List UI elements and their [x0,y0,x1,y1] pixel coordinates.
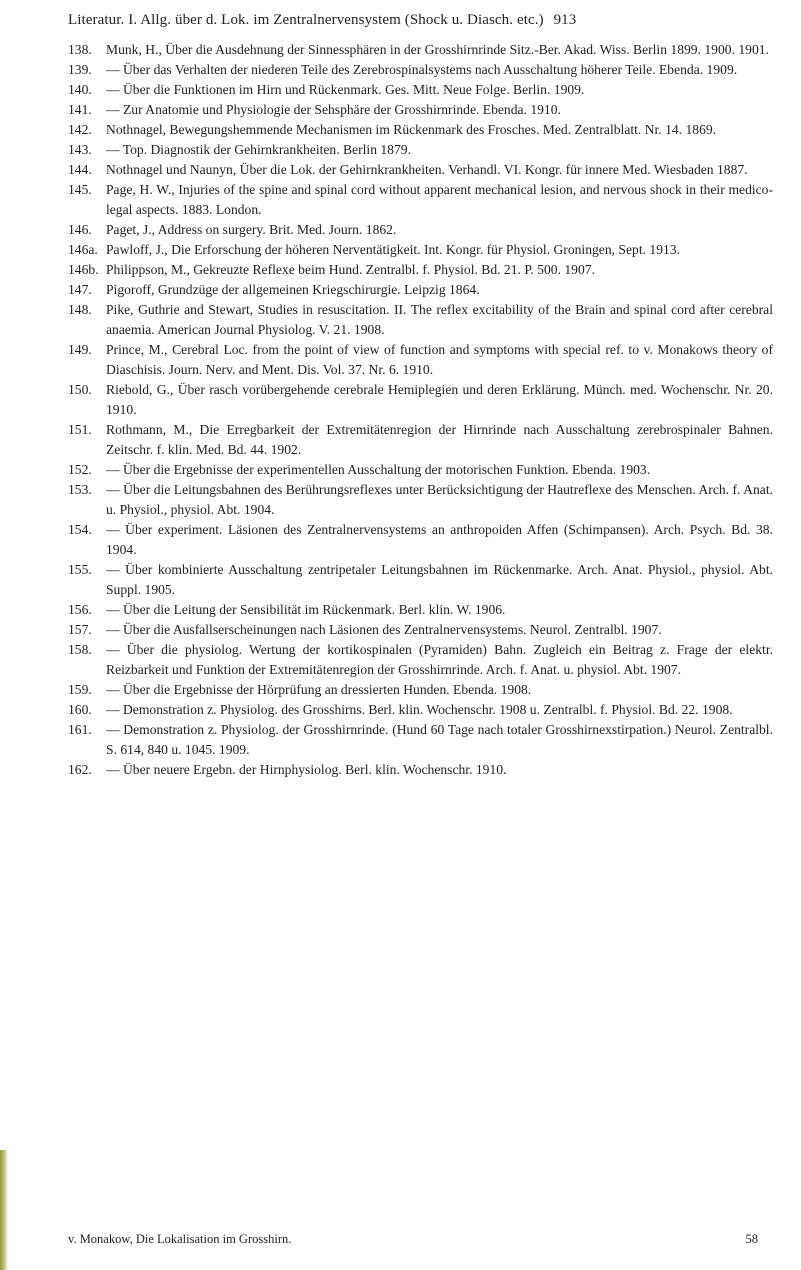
reference-entry [68,160,773,180]
reference-number: 155. [68,562,92,577]
reference-number: 154. [68,522,92,537]
reference-text: Nothnagel und Naunyn, Über die Lok. der Gehirnkrankheiten. Verhandl. VI. Kongr. für innere Med. Wiesbaden 1887. [106,162,748,177]
reference-entry [68,720,773,760]
reference-entry [68,340,773,380]
reference-entry [68,280,773,300]
reference-number: 146. [68,222,92,237]
reference-number: 162. [68,762,92,777]
reference-number: 151. [68,422,92,437]
reference-entry [68,600,773,620]
reference-text: Philippson, M., Gekreuzte Reflexe beim Hund. Zentralbl. f. Physiol. Bd. 21. P. 500. 1907. [106,262,595,277]
reference-number: 142. [68,122,92,137]
reference-entry [68,300,773,340]
reference-number: 157. [68,622,92,637]
reference-number: 141. [68,102,92,117]
reference-text: Pigoroff, Grundzüge der allgemeinen Kriegschirurgie. Leipzig 1864. [106,282,480,297]
reference-text: — Über die Ergebnisse der experimentellen Ausschaltung der motorischen Funktion. Ebenda. 1903. [106,462,651,477]
reference-entry [68,560,773,600]
running-header [68,12,768,29]
reference-text: — Über die Ergebnisse der Hörprüfung an dressierten Hunden. Ebenda. 1908. [106,682,532,697]
footer-sheet-number: 58 [745,1232,758,1246]
reference-number: 146b. [68,262,99,277]
reference-text: — Demonstration z. Physiolog. des Grosshirns. Berl. klin. Wochenschr. 1908 u. Zentralbl. f. Physiol. Bd. 22. 1908. [106,702,733,717]
reference-number: 150. [68,382,92,397]
reference-list [68,40,773,780]
reference-number: 139. [68,62,92,77]
reference-text: — Über experiment. Läsionen des Zentralnervensystems an anthropoiden Affen (Schimpansen). Arch. Psych. Bd. 38. 1904. [106,522,773,557]
reference-entry [68,100,773,120]
reference-number: 156. [68,602,92,617]
reference-entry [68,40,773,60]
reference-text: — Über die Ausfallserscheinungen nach Läsionen des Zentralnervensystems. Neurol. Zentralbl. 1907. [106,622,662,637]
reference-number: 147. [68,282,92,297]
reference-entry [68,60,773,80]
reference-entry [68,140,773,160]
reference-entry [68,460,773,480]
header-page-number: 913 [553,12,577,28]
reference-entry [68,220,773,240]
reference-number: 144. [68,162,92,177]
reference-entry [68,760,773,780]
reference-entry [68,120,773,140]
reference-number: 138. [68,42,92,57]
reference-entry [68,520,773,560]
reference-entry [68,420,773,460]
reference-text: — Über die Leitungsbahnen des Berührungsreflexes unter Berücksichtigung der Hautreflexe des Menschen. Arch. f. Anat. u. Physiol., physiol. Abt. 1904. [106,482,773,517]
reference-text: — Über die Leitung der Sensibilität im Rückenmark. Berl. klin. W. 1906. [106,602,506,617]
reference-number: 161. [68,722,92,737]
reference-entry [68,240,773,260]
reference-entry [68,680,773,700]
reference-text: Paget, J., Address on surgery. Brit. Med. Journ. 1862. [106,222,397,237]
reference-text: Page, H. W., Injuries of the spine and spinal cord without apparent mechanical lesion, and nervous shock in their medico-legal aspects. 1883. London. [106,182,773,217]
reference-entry [68,700,773,720]
reference-number: 159. [68,682,92,697]
reference-number: 143. [68,142,92,157]
reference-entry [68,640,773,680]
reference-number: 140. [68,82,92,97]
reference-number: 158. [68,642,92,657]
reference-entry [68,480,773,520]
reference-text: — Über die physiolog. Wertung der kortikospinalen (Pyramiden) Bahn. Zugleich ein Beitrag z. Frage der elektr. Reizbarkeit und Funktion der Extremitätenregion der Grosshirnrinde. Arch. f. Anat. u. physiol. Abt. 1907. [106,642,773,677]
reference-number: 146a. [68,242,98,257]
reference-number: 148. [68,302,92,317]
reference-text: — Über neuere Ergebn. der Hirnphysiolog. Berl. klin. Wochenschr. 1910. [106,762,507,777]
page-edge-shadow [0,1150,8,1270]
reference-text: — Über kombinierte Ausschaltung zentripetaler Leitungsbahnen im Rückenmarke. Arch. Anat. Physiol., physiol. Abt. Suppl. 1905. [106,562,773,597]
reference-text: Munk, H., Über die Ausdehnung der Sinnessphären in der Grosshirnrinde Sitz.-Ber. Akad. Wiss. Berlin 1899. 1900. 1901. [106,42,769,57]
reference-text: Riebold, G., Über rasch vorübergehende cerebrale Hemiplegien und deren Erklärung. Münch. med. Wochenschr. Nr. 20. 1910. [106,382,773,417]
reference-text: Pike, Guthrie and Stewart, Studies in resuscitation. II. The reflex excitability of the Brain and spinal cord after cerebral anaemia. American Journal Physiolog. V. 21. 1908. [106,302,773,337]
reference-text: — Über das Verhalten der niederen Teile des Zerebrospinalsystems nach Ausschaltung höherer Teile. Ebenda. 1909. [106,62,738,77]
reference-text: — Demonstration z. Physiolog. der Grosshirnrinde. (Hund 60 Tage nach totaler Grosshirnexstirpation.) Neurol. Zentralbl. S. 614, 840 u. 1045. 1909. [106,722,773,757]
page-footer [68,1232,758,1247]
reference-entry [68,80,773,100]
reference-text: Pawloff, J., Die Erforschung der höheren Nerventätigkeit. Int. Kongr. für Physiol. Groningen, Sept. 1913. [106,242,680,257]
reference-entry [68,260,773,280]
reference-number: 152. [68,462,92,477]
reference-number: 153. [68,482,92,497]
reference-text: Prince, M., Cerebral Loc. from the point of view of function and symptoms with special ref. to v. Monakows theory of Diaschisis. Journ. Nerv. and Ment. Dis. Vol. 37. Nr. 6. 1910. [106,342,773,377]
header-title: Literatur. I. Allg. über d. Lok. im Zentralnervensystem (Shock u. Diasch. etc.) [68,12,544,28]
reference-entry [68,180,773,220]
reference-text: Rothmann, M., Die Erregbarkeit der Extremitätenregion der Hirnrinde nach Ausschaltung zerebrospinaler Bahnen. Zeitschr. f. klin. Med. Bd. 44. 1902. [106,422,773,457]
reference-text: — Über die Funktionen im Hirn und Rückenmark. Ges. Mitt. Neue Folge. Berlin. 1909. [106,82,585,97]
reference-entry [68,380,773,420]
reference-entry [68,620,773,640]
reference-text: — Zur Anatomie und Physiologie der Sehsphäre der Grosshirnrinde. Ebenda. 1910. [106,102,561,117]
footer-signature: v. Monakow, Die Lokalisation im Grosshirn. [68,1232,292,1246]
reference-number: 160. [68,702,92,717]
reference-number: 149. [68,342,92,357]
reference-number: 145. [68,182,92,197]
reference-text: — Top. Diagnostik der Gehirnkrankheiten. Berlin 1879. [106,142,411,157]
reference-text: Nothnagel, Bewegungshemmende Mechanismen im Rückenmark des Frosches. Med. Zentralblatt. Nr. 14. 1869. [106,122,717,137]
